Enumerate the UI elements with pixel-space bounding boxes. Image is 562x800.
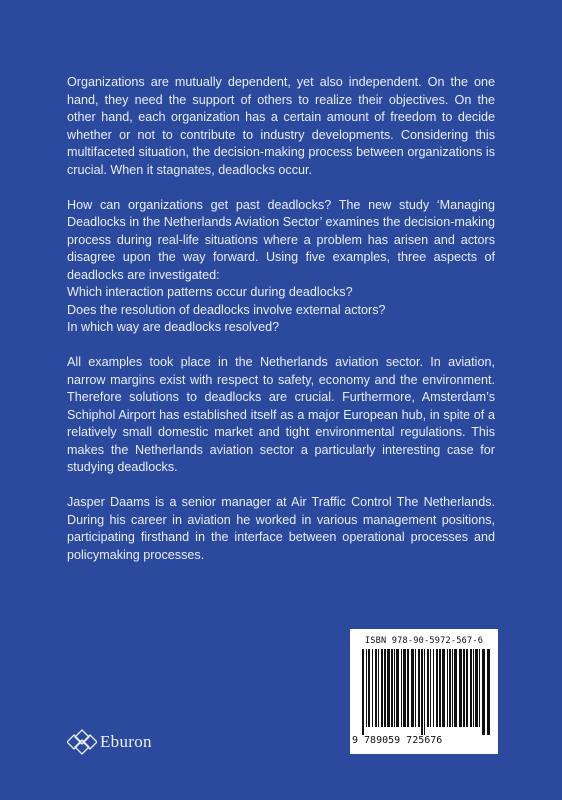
barcode-bar xyxy=(463,649,465,727)
barcode-bar xyxy=(459,649,462,727)
barcode-bar xyxy=(470,649,472,727)
barcode-bar xyxy=(430,649,431,727)
paragraph-question: How can organizations get past deadlocks? The new study ‘Managing Deadlocks in the Netherlands Aviation Sector’ examines the decision-making process during real-life situations where a problem has arisen and actors disagree upon the way forward. Using five examples, three aspects of deadlocks are investigated: xyxy=(67,197,495,282)
paragraph-author: Jasper Daams is a senior manager at Air Traffic Control The Netherlands. During his career in aviation he worked in various management positions, participating firsthand in the interface between operational processes and policymaking processes. xyxy=(67,495,495,562)
publisher-name: Eburon xyxy=(100,732,152,751)
blurb xyxy=(67,74,495,564)
barcode-bar xyxy=(368,649,370,727)
barcode-bar xyxy=(479,649,480,727)
barcode-bar xyxy=(427,649,429,727)
barcode-bar xyxy=(375,649,377,727)
barcode-bar xyxy=(418,649,420,727)
barcode-bar xyxy=(394,649,395,727)
barcode-bar xyxy=(415,649,416,727)
barcode-bar xyxy=(475,649,478,727)
barcode-bar xyxy=(391,649,393,727)
barcode-bar xyxy=(442,649,445,727)
question-item: Which interaction patterns occur during deadlocks? xyxy=(67,285,353,299)
barcode-bar xyxy=(407,649,409,727)
barcode-bar xyxy=(424,649,425,735)
question-item: Does the resolution of deadlocks involve external actors? xyxy=(67,302,386,317)
barcode-bar xyxy=(436,649,438,727)
barcode-bar xyxy=(372,649,373,727)
barcode-bar xyxy=(433,649,434,727)
barcode-bar xyxy=(421,649,423,735)
isbn-barcode xyxy=(350,629,498,754)
barcode-bar xyxy=(387,649,390,727)
eburon-logo-icon xyxy=(67,727,97,757)
barcode-bar xyxy=(396,649,399,727)
barcode-bar xyxy=(401,649,402,727)
barcode-bar xyxy=(362,649,364,735)
barcode-bar xyxy=(454,649,457,727)
barcode-bar xyxy=(403,649,406,727)
publisher-logo xyxy=(67,727,152,757)
barcode-bars xyxy=(362,649,490,735)
barcode-bar xyxy=(366,649,367,727)
isbn-label: ISBN 978-90-5972-567-6 xyxy=(364,636,484,646)
barcode-bar xyxy=(378,649,379,727)
barcode-bar xyxy=(411,649,414,727)
barcode-bar xyxy=(487,649,490,735)
question-item: In which way are deadlocks resolved? xyxy=(67,320,280,334)
barcode-bar xyxy=(482,649,485,735)
paragraph-aviation: All examples took place in the Netherlands aviation sector. In aviation, narrow margins exist with respect to safety, economy and the environment. Therefore solutions to deadlocks are crucial. Furthermore, Amsterdam’s Schiphol Airport has established itself as a major European hub, in spite of a relatively small domestic market and tight environmental regulations. This makes the Netherlands aviation sector a particularly interesting case for studying deadlocks. xyxy=(67,355,495,474)
paragraph-intro: Organizations are mutually dependent, yet also independent. On the one hand, they need the support of others to realize their objectives. On the other hand, each organization has a certain amount of freedom to decide whether or not to contribute to industry developments. Considering this multifaceted situation, the decision-making process between organizations is crucial. When it stagnates, deadlocks occur. xyxy=(67,75,495,177)
barcode-bar xyxy=(473,649,474,727)
barcode-bar xyxy=(381,649,383,727)
barcode-bar xyxy=(384,649,386,727)
barcode-bar xyxy=(452,649,453,727)
question-list xyxy=(67,284,495,337)
barcode-bar xyxy=(449,649,451,727)
barcode-bar xyxy=(447,649,448,727)
barcode-digits: 9 789059 725676 xyxy=(352,735,443,746)
barcode-bar xyxy=(466,649,468,727)
barcode-bar xyxy=(439,649,441,727)
